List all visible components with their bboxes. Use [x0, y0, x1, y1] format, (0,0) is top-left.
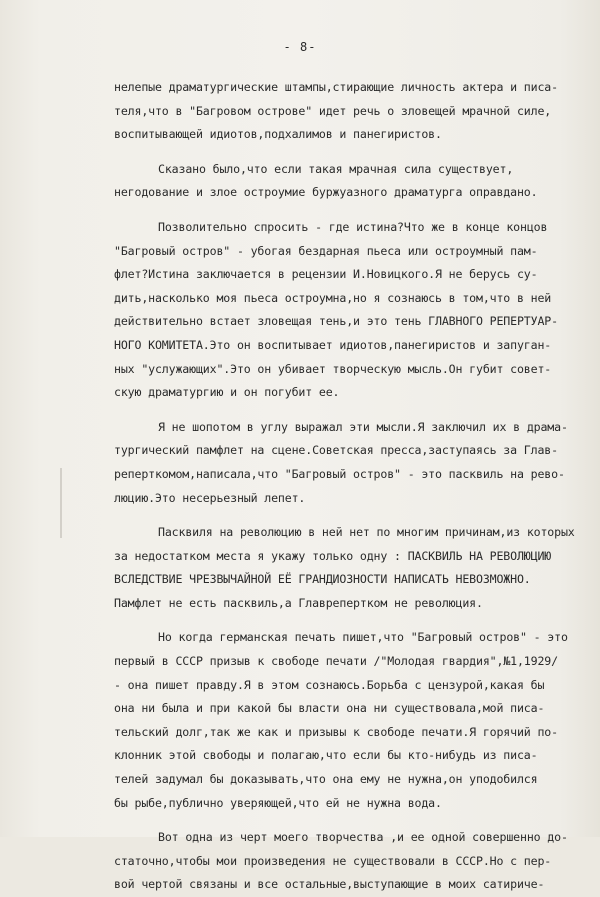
text-line: Вот одна из черт моего творчества ,и ее одной совершенно до- — [158, 830, 568, 845]
text-line: телей задумал бы доказывать,что она ему не нужна,он уподобился — [114, 772, 538, 787]
text-line: действительно встает зловещая тень,и это тень ГЛАВНОГО РЕПЕРТУАР- — [114, 314, 558, 329]
text-line: бы рыбе,публично уверяющей,что ей не нужна вода. — [114, 795, 442, 810]
text-line: Пасквиля на революцию в ней нет по многим причинам,из которых — [158, 525, 575, 540]
text-line: Сказано было,что если такая мрачная сила существует, — [158, 161, 514, 176]
text-line: нелепые драматургические штампы,стирающие личность актера и писа- — [114, 80, 558, 94]
text-line: вой чертой связаны и все остальные,выступающие в моих сатириче- — [114, 877, 545, 892]
text-line: клонник этой свободы и полагаю,что если бы кто-нибудь из писа- — [114, 748, 538, 763]
text-line: тельский долг,так же как и призывы к свободе печати.Я горячий по- — [114, 724, 558, 739]
text-line: Но когда германская печать пишет,что "Багровый остров" - это — [158, 630, 568, 645]
margin-pencil-mark — [60, 468, 62, 538]
paragraph-1 — [114, 76, 574, 147]
paragraph-6 — [114, 626, 574, 815]
text-line: скую драматургию и он погубит ее. — [114, 385, 340, 400]
text-line: первый в СССР призыв к свободе печати /"Молодая гвардия",№1,1929/ — [114, 654, 558, 669]
text-line: НОГО КОМИТЕТА.Это он воспитывает идиотов,панегиристов и запуган- — [114, 337, 552, 352]
paragraph-4 — [114, 416, 574, 510]
text-line: за недостатком места я укажу только одну : ПАСКВИЛЬ НА РЕВОЛЮЦИЮ — [114, 548, 552, 563]
text-line: тургический памфлет на сцене.Советская пресса,заступаясь за Глав- — [114, 443, 558, 458]
text-line: дить,насколько моя пьеса остроумна,но я сознаюсь в том,что в ней — [114, 290, 552, 305]
text-line: негодование и злое остроумие буржуазного драматурга оправдано. — [114, 185, 538, 200]
text-line: флет?Истина заключается в рецензии И.Новицкого.Я не берусь су- — [114, 267, 538, 282]
text-line: Позволительно спросить - где истина?Что же в конце концов — [158, 219, 548, 234]
text-line: реперткомом,написала,что "Багровый остров" - это пасквиль на рево- — [114, 466, 565, 481]
text-line: она ни была и при какой бы власти она ни существовала,мой писа- — [114, 701, 545, 716]
text-line: воспитывающей идиотов,подхалимов и панегиристов. — [114, 127, 442, 142]
page-number: - 8- — [283, 40, 317, 54]
text-line: ных "услужающих".Это он убивает творческую мысль.Он губит совет- — [114, 361, 552, 376]
text-line: ВСЛЕДСТВИЕ ЧРЕЗВЫЧАЙНОЙ ЕЁ ГРАНДИОЗНОСТИ НАПИСАТЬ НЕВОЗМОЖНО. — [114, 572, 531, 587]
paragraph-2 — [114, 158, 574, 205]
paragraph-7 — [114, 826, 574, 897]
text-line: теля,что в "Багровом острове" идет речь о зловещей мрачной силе, — [114, 103, 552, 118]
paragraph-3 — [114, 216, 574, 405]
text-line: Я не шопотом в углу выражал эти мысли.Я заключил их в драма- — [158, 419, 568, 434]
text-line: статочно,чтобы мои произведения не существовали в СССР.Но с пер- — [114, 853, 552, 868]
text-line: "Багровый остров" - убогая бездарная пьеса или остроумный пам- — [114, 243, 538, 258]
paragraph-5 — [114, 521, 574, 615]
text-line: люцию.Это несерьезный лепет. — [114, 490, 306, 505]
text-line: - она пишет правду.Я в этом сознаюсь.Борьба с цензурой,какая бы — [114, 677, 545, 692]
body-text — [114, 76, 574, 897]
text-line: Памфлет не есть пасквиль,а Главрепертком не революция. — [114, 595, 483, 610]
